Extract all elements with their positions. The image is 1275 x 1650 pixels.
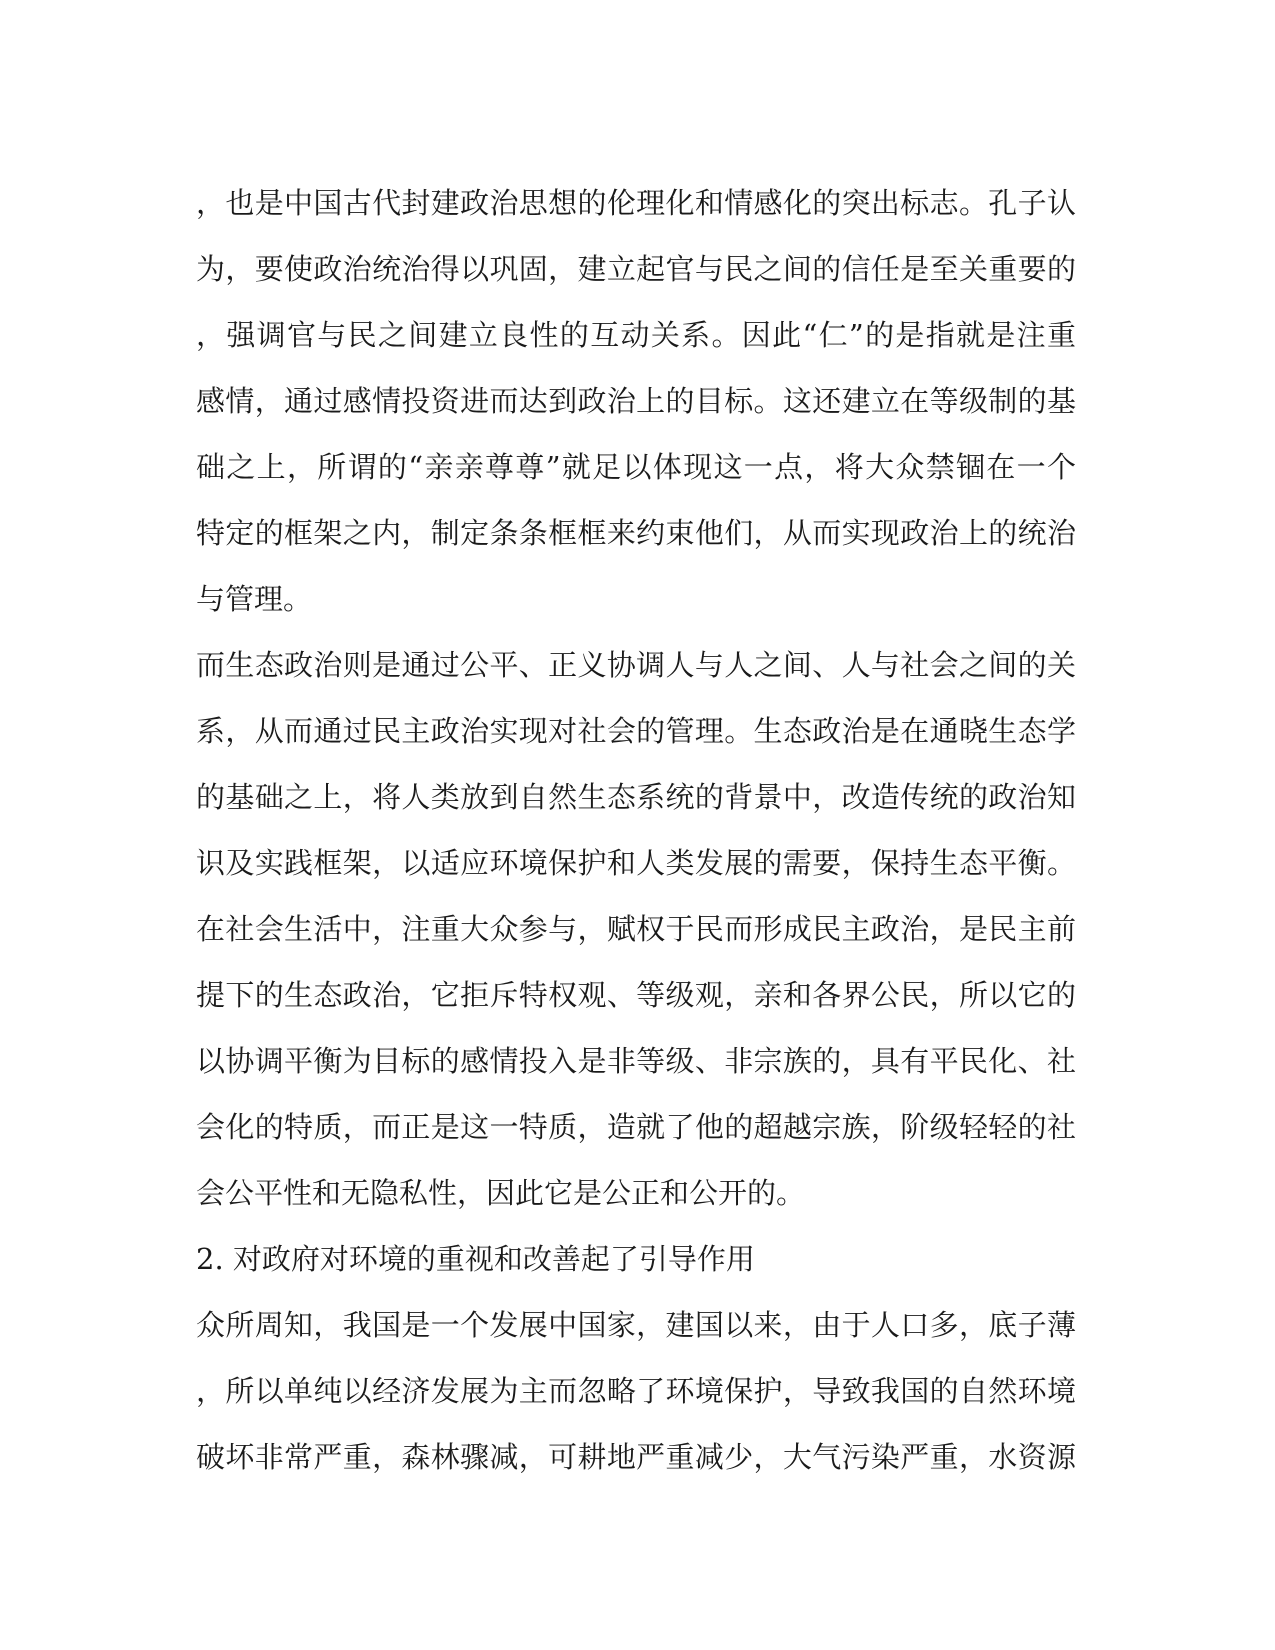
text-line: 的基础之上，将人类放到自然生态系统的背景中，改造传统的政治知 <box>196 780 1076 814</box>
text-line: 础之上，所谓的“亲亲尊尊”就足以体现这一点，将大众禁锢在一个 <box>196 450 1076 484</box>
text-line: 会公平性和无隐私性，因此它是公正和公开的。 <box>196 1176 806 1210</box>
text-line: 与管理。 <box>196 582 313 616</box>
text-line: 特定的框架之内，制定条条框框来约束他们，从而实现政治上的统治 <box>196 516 1076 550</box>
text-line: 为，要使政治统治得以巩固，建立起官与民之间的信任是至关重要的 <box>196 252 1076 286</box>
text-line: 会化的特质，而正是这一特质，造就了他的超越宗族，阶级轻轻的社 <box>196 1110 1076 1144</box>
text-line: 提下的生态政治，它拒斥特权观、等级观，亲和各界公民，所以它的 <box>196 978 1076 1012</box>
text-line: 2. 对政府对环境的重视和改善起了引导作用 <box>196 1242 755 1276</box>
text-line: 系，从而通过民主政治实现对社会的管理。生态政治是在通晓生态学 <box>196 714 1076 748</box>
text-line: ，所以单纯以经济发展为主而忽略了环境保护，导致我国的自然环境 <box>196 1374 1076 1408</box>
text-line: 在社会生活中，注重大众参与，赋权于民而形成民主政治，是民主前 <box>196 912 1076 946</box>
text-line: 感情，通过感情投资进而达到政治上的目标。这还建立在等级制的基 <box>196 384 1076 418</box>
document-body <box>196 170 1076 1490</box>
text-line: 识及实践框架，以适应环境保护和人类发展的需要，保持生态平衡。 <box>196 846 1076 880</box>
text-line: ，也是中国古代封建政治思想的伦理化和情感化的突出标志。孔子认 <box>196 186 1076 220</box>
text-line: 而生态政治则是通过公平、正义协调人与人之间、人与社会之间的关 <box>196 648 1076 682</box>
text-line: ，强调官与民之间建立良性的互动关系。因此“仁”的是指就是注重 <box>196 318 1076 352</box>
text-line: 以协调平衡为目标的感情投入是非等级、非宗族的，具有平民化、社 <box>196 1044 1076 1078</box>
text-line: 破坏非常严重，森林骤减，可耕地严重减少，大气污染严重，水资源 <box>196 1440 1076 1474</box>
text-line: 众所周知，我国是一个发展中国家，建国以来，由于人口多，底子薄 <box>196 1308 1076 1342</box>
